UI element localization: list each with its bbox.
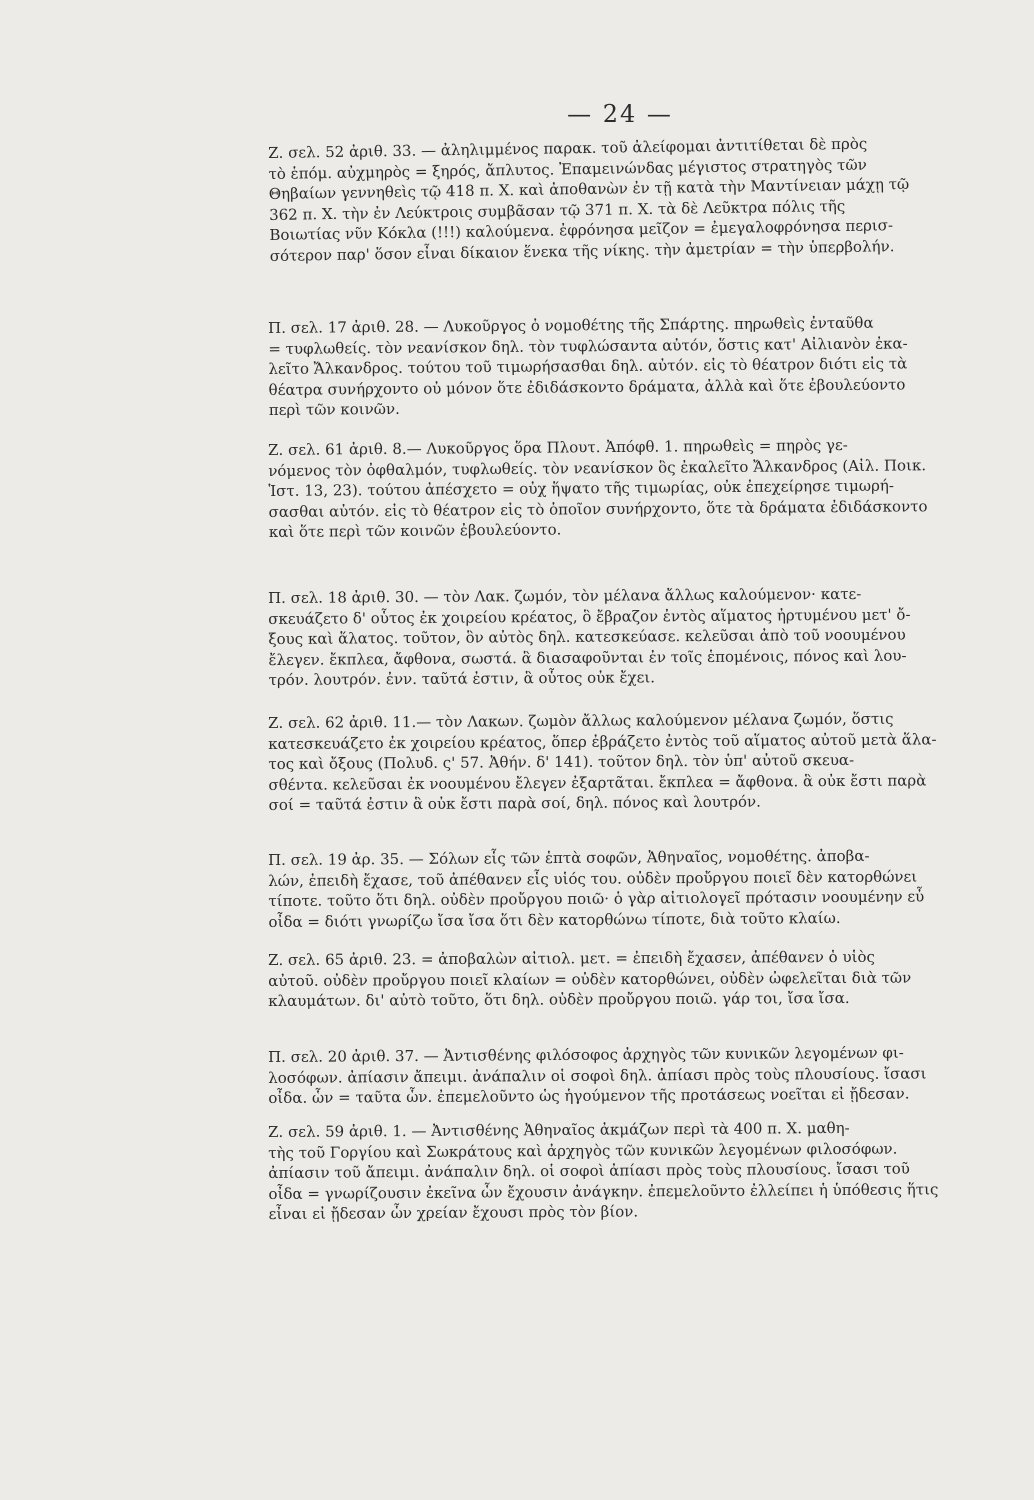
text-line: τρόν. λουτρόν. ἐνν. ταῦτά ἐστιν, ἃ οὗτος οὐκ ἔχει. [268,668,656,689]
text-line: σοί = ταῦτά ἐστιν ἃ οὐκ ἔστι παρὰ σοί, δηλ. πόνος καὶ λουτρόν. [268,792,761,814]
text-line: ἔλεγεν. ἔκπλεα, ἄφθονα, σωστά. ἃ διασαφοῦνται ἐν τοῖς ἑπομένοις, πόνος καὶ λου- [268,646,907,669]
text-line: Βοιωτίας νῦν Κόκλα (!!!) καλούμενα. ἐφρόνησα μεῖζον = ἐμεγαλοφρόνησα περισ- [269,216,894,244]
commentary-entry [268,434,969,543]
commentary-entry [268,312,969,421]
commentary-entry [268,583,969,690]
text-line: ἀπίασιν τοῦ ἄπειμι. ἀνάπαλιν δηλ. οἱ σοφοὶ ἀπίασι πρὸς τοὺς πλουσίους. ἴσασι τοῦ [268,1159,910,1182]
text-line: λεῖτο Ἄλκανδρος. τούτου τοῦ τιμωρήσασθαι δηλ. αὐτόν. εἰς τὸ θέατρον διότι εἰς τὰ [268,354,908,378]
text-line: Ζ. σελ. 61 ἀριθ. 8.— Λυκοῦργος ὅρα Πλουτ. Ἀπόφθ. 1. πηρωθεὶς = πηρὸς γε- [268,435,848,459]
commentary-entry [268,845,969,932]
text-line: τὴς τοῦ Γοργίου καὶ Σωκράτους καὶ ἀρχηγὸς τῶν κυνικῶν λεγομένων φιλοσόφων. [268,1139,898,1162]
text-line: λοσόφων. ἀπίασιν ἄπειμι. ἀνάπαλιν οἱ σοφοὶ δηλ. ἀπίασι πρὸς τοὺς πλουσίους. ἴσασι [268,1063,927,1087]
text-line: Ζ. σελ. 62 ἀριθ. 11.— τὸν Λακων. ζωμὸν ἄλλως καλούμενον μέλανα ζωμόν, ὅστις [268,709,894,732]
text-line: σκευάζετο δ' οὗτος ἐκ χοιρείου κρέατος, ὃ ἔβραζον ἐντὸς αἵματος ἠρτυμένου μετ' ὄ- [268,605,911,628]
commentary-entry [268,1117,969,1224]
text-line: κλαυμάτων. δι' αὐτὸ τοῦτο, ὅτι δηλ. οὐδὲν προὔργου ποιῶ. γάρ τοι, ἴσα ἴσα. [268,988,850,1010]
text-line: τίποτε. τοῦτο ὅτι δηλ. οὐδὲν προὔργου ποιῶ· ὁ γὰρ αἰτιολογεῖ πρότασιν νοουμένην εὖ [268,887,925,910]
text-line: εἶναι εἰ ᾔδεσαν ὧν χρείαν ἔχουσι πρὸς τὸν βίον. [268,1202,639,1223]
text-line: αὐτοῦ. οὐδὲν προὔργου ποιεῖ κλαίων = οὐδὲν κατορθώνει, οὐδὲν ὠφελεῖται διὰ τῶν [268,968,912,990]
text-line: καὶ ὅτε περὶ τῶν κοινῶν ἐβουλεύοντο. [268,520,562,541]
text-line: νόμενος τὸν ὀφθαλμόν, τυφλωθείς. τὸν νεανίσκον ὃς ἐκαλεῖτο Ἄλκανδρος (Αἰλ. Ποικ. [268,455,927,480]
commentary-entry [268,132,970,266]
text-line: λών, ἐπειδὴ ἔχασε, τοῦ ἀπέθανεν εἷς υἱός του. οὐδὲν προὔργου ποιεῖ δὲν κατορθώνει [268,866,918,890]
text-line: 362 π. Χ. τὴν ἐν Λεύκτροις συμβᾶσαν τῷ 371 π. Χ. τὰ δὲ Λεῦκτρα πόλις τῆς [268,196,846,224]
text-line: Ζ. σελ. 59 ἀριθ. 1. — Ἀντισθένης Ἀθηναῖος ἀκμάζων περὶ τὰ 400 π. Χ. μαθη- [268,1118,850,1141]
commentary-entry [268,708,969,815]
text-line: Π. σελ. 19 ἀρ. 35. — Σόλων εἷς τῶν ἑπτὰ σοφῶν, Ἀθηναῖος, νομοθέτης. ἀποβα- [268,846,870,869]
text-line: Ζ. σελ. 52 ἀριθ. 33. — ἀληλιμμένος παρακ. τοῦ ἀλείφομαι ἀντιτίθεται δὲ πρὸς [268,134,868,162]
text-line: οἶδα. ὧν = ταῦτα ὧν. ἐπεμελοῦντο ὡς ἡγούμενον τῆς προτάσεως νοεῖται εἰ ᾔδεσαν. [268,1084,910,1107]
text-line: θέατρα συνήρχοντο οὐ μόνον ὅτε ἐδιδάσκοντο δράματα, ἀλλὰ καὶ ὅτε ἐβουλεύοντο [268,374,906,399]
text-line: Ζ. σελ. 65 ἀριθ. 23. = ἀποβαλὼν αἰτιολ. μετ. = ἐπειδὴ ἔχασεν, ἀπέθανεν ὁ υἱὸς [268,947,875,969]
text-line: τὸ ἑπόμ. αὐχμηρὸς = ξηρός, ἄπλυτος. Ἐπαμεινώνδας μέγιστος στρατηγὸς τῶν [268,155,867,183]
commentary-entry [268,946,968,1011]
text-line: τος καὶ ὄξους (Πολυδ. ς' 57. Ἀθήν. δ' 141). τοῦτον δηλ. τὸν ὑπ' αὐτοῦ σκευα- [268,750,855,773]
text-line: Π. σελ. 20 ἀριθ. 37. — Ἀντισθένης φιλόσοφος ἀρχηγὸς τῶν κυνικῶν λεγομένων φι- [268,1043,904,1066]
text-line: κατεσκευάζετο ἐκ χοιρείου κρέατος, ὅπερ ἐβράζετο ἐντὸς τοῦ αἵματος αὐτοῦ μετὰ ἅλα- [268,729,937,753]
text-line: Ἱστ. 13, 23). τούτου ἀπέσχετο = οὐχ ἥψατο τῆς τιμωρίας, οὐκ ἐπεχείρησε τιμωρή- [268,476,895,500]
text-line: σθέντα. κελεῦσαι ἐκ νοουμένου ἔλεγεν ἐξαρτᾶται. ἔκπλεα = ἄφθονα. ἃ οὐκ ἔστι παρὰ [268,770,927,794]
commentary-entry [268,1042,968,1108]
text-line: Π. σελ. 18 ἀριθ. 30. — τὸν Λακ. ζωμόν, τὸν μέλανα ἄλλως καλούμενον· κατε- [268,584,862,607]
text-line: Π. σελ. 17 ἀριθ. 28. — Λυκοῦργος ὁ νομοθέτης τῆς Σπάρτης. πηρωθεὶς ἐνταῦθα [268,313,874,337]
text-line: περὶ τῶν κοινῶν. [268,399,400,419]
text-line: Θηβαίων γεννηθεὶς τῷ 418 π. Χ. καὶ ἀποθανὼν ἐν τῇ κατὰ τὴν Μαντίνειαν μάχῃ τῷ [268,174,910,203]
text-line: οἶδα = διότι γνωρίζω ἴσα ἴσα ὅτι δὲν κατορθώνω τίποτε, διὰ τοῦτο κλαίω. [268,908,841,931]
text-line: οἶδα = γνωρίζουσιν ἐκεῖνα ὧν ἔχουσιν ἀνάγκην. ἐπεμελοῦντο ἐλλείπει ἡ ὑπόθεσις ἥτις [268,1179,939,1203]
text-line: ξους καὶ ἅλατος. τοῦτον, ὃν αὐτὸς δηλ. κατεσκεύασε. κελεῦσαι ἀπὸ τοῦ νοουμένου [268,625,906,648]
page-number: — 24 — [567,100,673,128]
text-line: = τυφλωθείς. τὸν νεανίσκον δηλ. τὸν τυφλώσαντα αὐτόν, ὅστις κατ' Αἰλιανὸν ἐκα- [268,333,908,358]
text-line: σότερον παρ' ὅσον εἶναι δίκαιον ἕνεκα τῆς νίκης. τὴν ἀμετρίαν = τὴν ὑπερβολήν. [269,236,895,265]
text-line: σασθαι αὐτόν. εἰς τὸ θέατρον εἰς τὸ ὁποῖον συνήρχοντο, ὅτε τὰ δράματα ἐδιδάσκοντο [268,496,928,521]
